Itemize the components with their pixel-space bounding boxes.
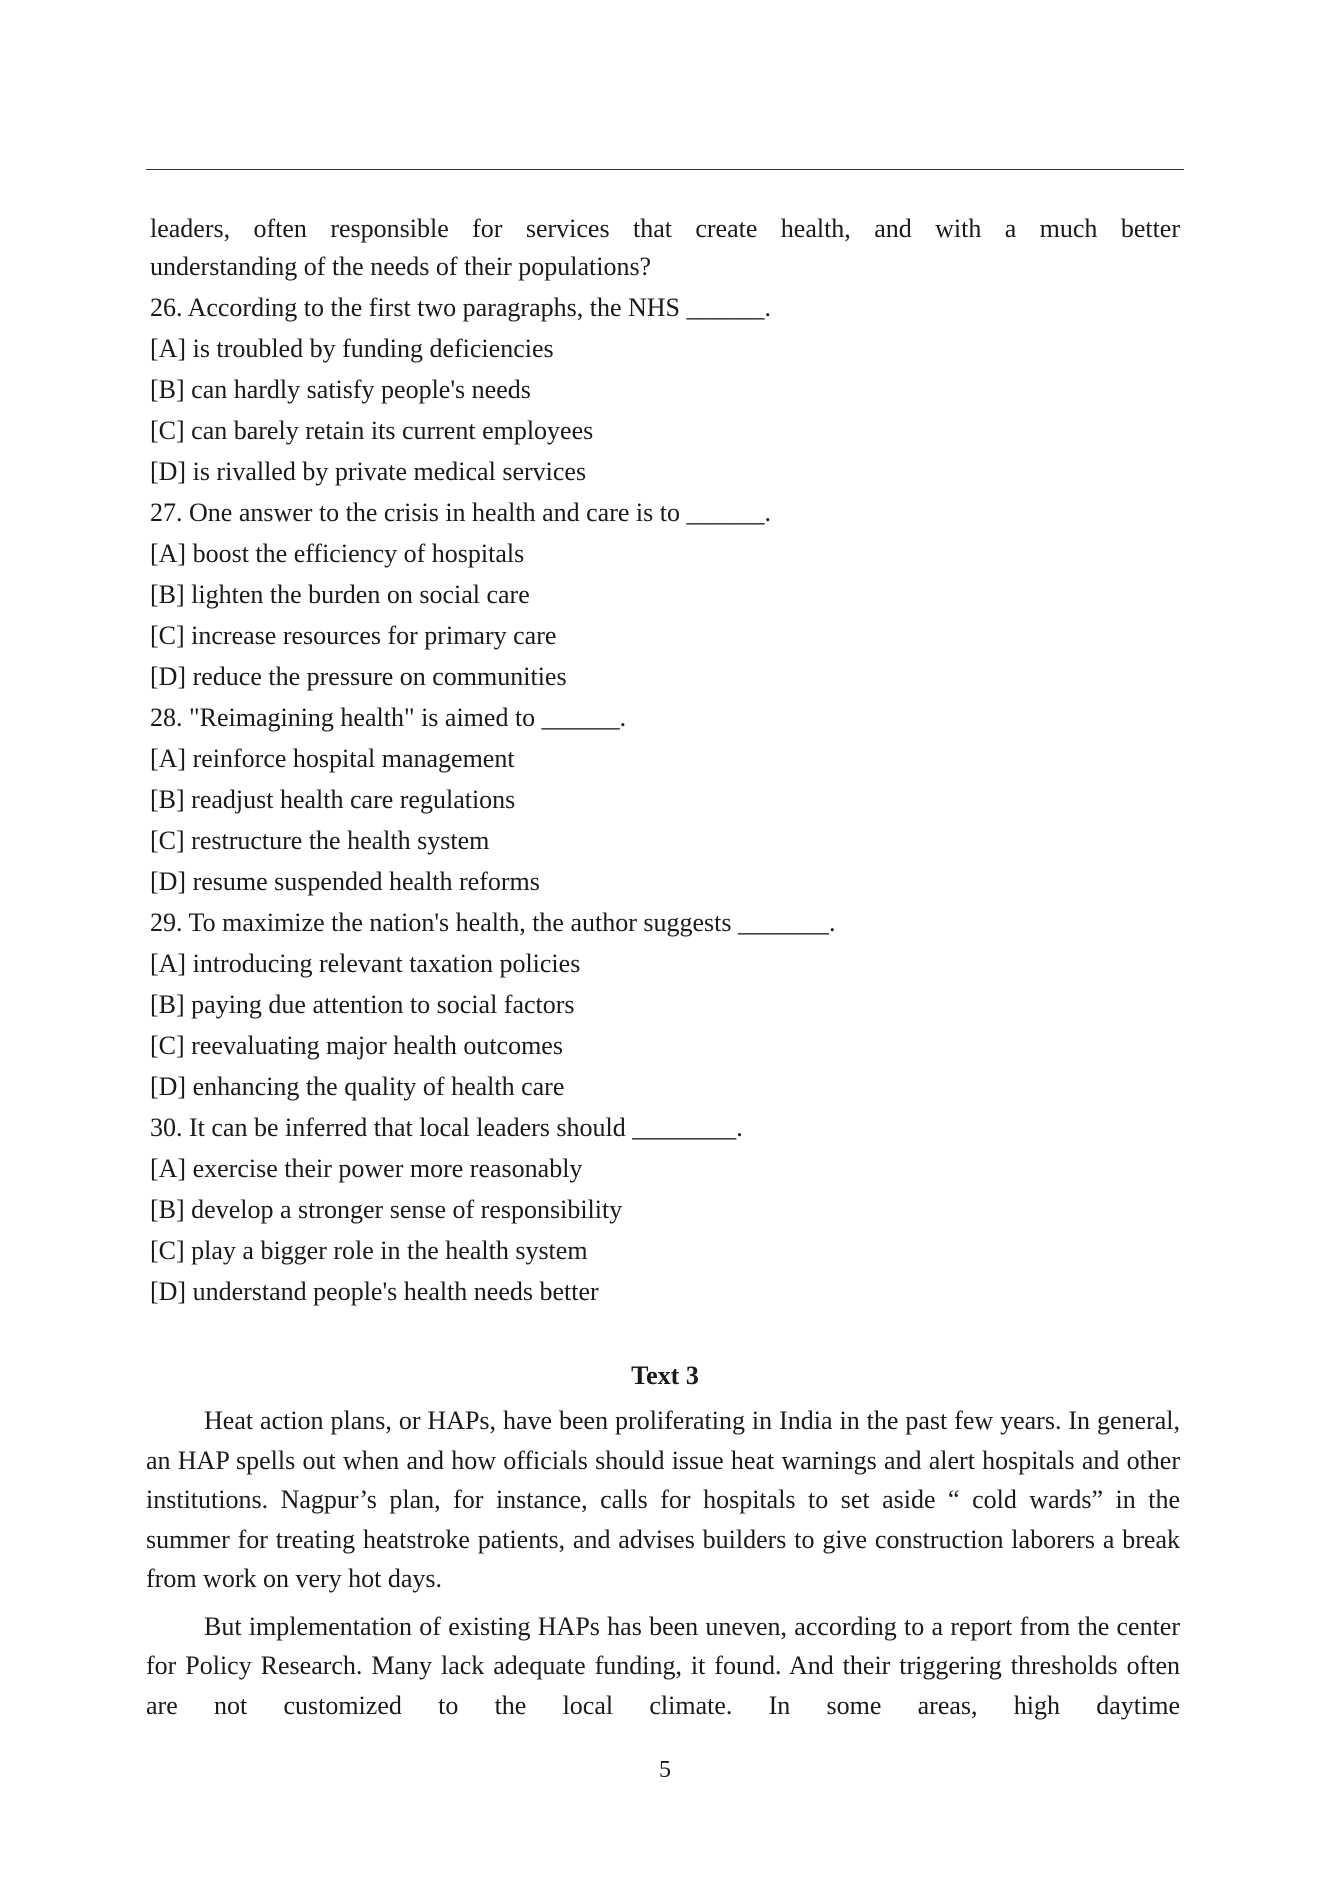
paragraph-2 [146,1607,1180,1726]
question-stem: 28. "Reimagining health" is aimed to ______. [150,703,627,732]
option-c: [C] play a bigger role in the health system [150,1236,588,1265]
option-a: [A] introducing relevant taxation policies [150,949,581,978]
header-rule [146,169,1184,170]
continuation-line-2: understanding of the needs of their populations? [150,252,652,281]
option-b: [B] paying due attention to social factors [150,990,575,1019]
option-c: [C] reevaluating major health outcomes [150,1031,563,1060]
option-c: [C] can barely retain its current employees [150,416,594,445]
option-b: [B] readjust health care regulations [150,785,516,814]
option-a: [A] reinforce hospital management [150,744,515,773]
section-title: Text 3 [631,1361,699,1390]
question-stem: 29. To maximize the nation's health, the author suggests _______. [150,908,836,937]
option-d: [D] enhancing the quality of health care [150,1072,565,1101]
question-stem: 30. It can be inferred that local leaders should ________. [150,1113,743,1142]
paragraph-text: But implementation of existing HAPs has been uneven, according to a report from the center for Policy Research. Many lack adequate funding, it found. And their triggering thresholds often are not customized to the local climate. In some areas, high daytime [146,1611,1180,1720]
option-c: [C] restructure the health system [150,826,490,855]
option-a: [A] exercise their power more reasonably [150,1154,583,1183]
page-number: 5 [659,1757,671,1783]
page-content [146,210,1180,1733]
option-d: [D] resume suspended health reforms [150,867,540,896]
option-b: [B] develop a stronger sense of responsibility [150,1195,623,1224]
question-29 [150,904,1180,1106]
option-d: [D] understand people's health needs better [150,1277,599,1306]
question-stem: 26. According to the first two paragraphs, the NHS ______. [150,293,772,322]
option-b: [B] lighten the burden on social care [150,580,530,609]
option-b: [B] can hardly satisfy people's needs [150,375,531,404]
question-27 [150,494,1180,696]
option-d: [D] reduce the pressure on communities [150,662,567,691]
option-d: [D] is rivalled by private medical services [150,457,587,486]
paragraph-text: Heat action plans, or HAPs, have been proliferating in India in the past few years. In general, an HAP spells out when and how officials should issue heat warnings and alert hospitals and other institutions. Nagpur’s plan, for instance, calls for hospitals to set aside “ cold wards” in the summer for treating heatstroke patients, and advises builders to give construction laborers a break from work on very hot days. [146,1406,1180,1593]
option-c: [C] increase resources for primary care [150,621,557,650]
continuation-line-1: leaders, often responsible for services that create health, and with a much better [150,214,1180,243]
option-a: [A] boost the efficiency of hospitals [150,539,525,568]
paragraph-1 [146,1401,1180,1599]
question-stem: 27. One answer to the crisis in health and care is to ______. [150,498,771,527]
question-26 [150,289,1180,491]
option-a: [A] is troubled by funding deficiencies [150,334,554,363]
question-30 [150,1109,1180,1311]
question-28 [150,699,1180,901]
